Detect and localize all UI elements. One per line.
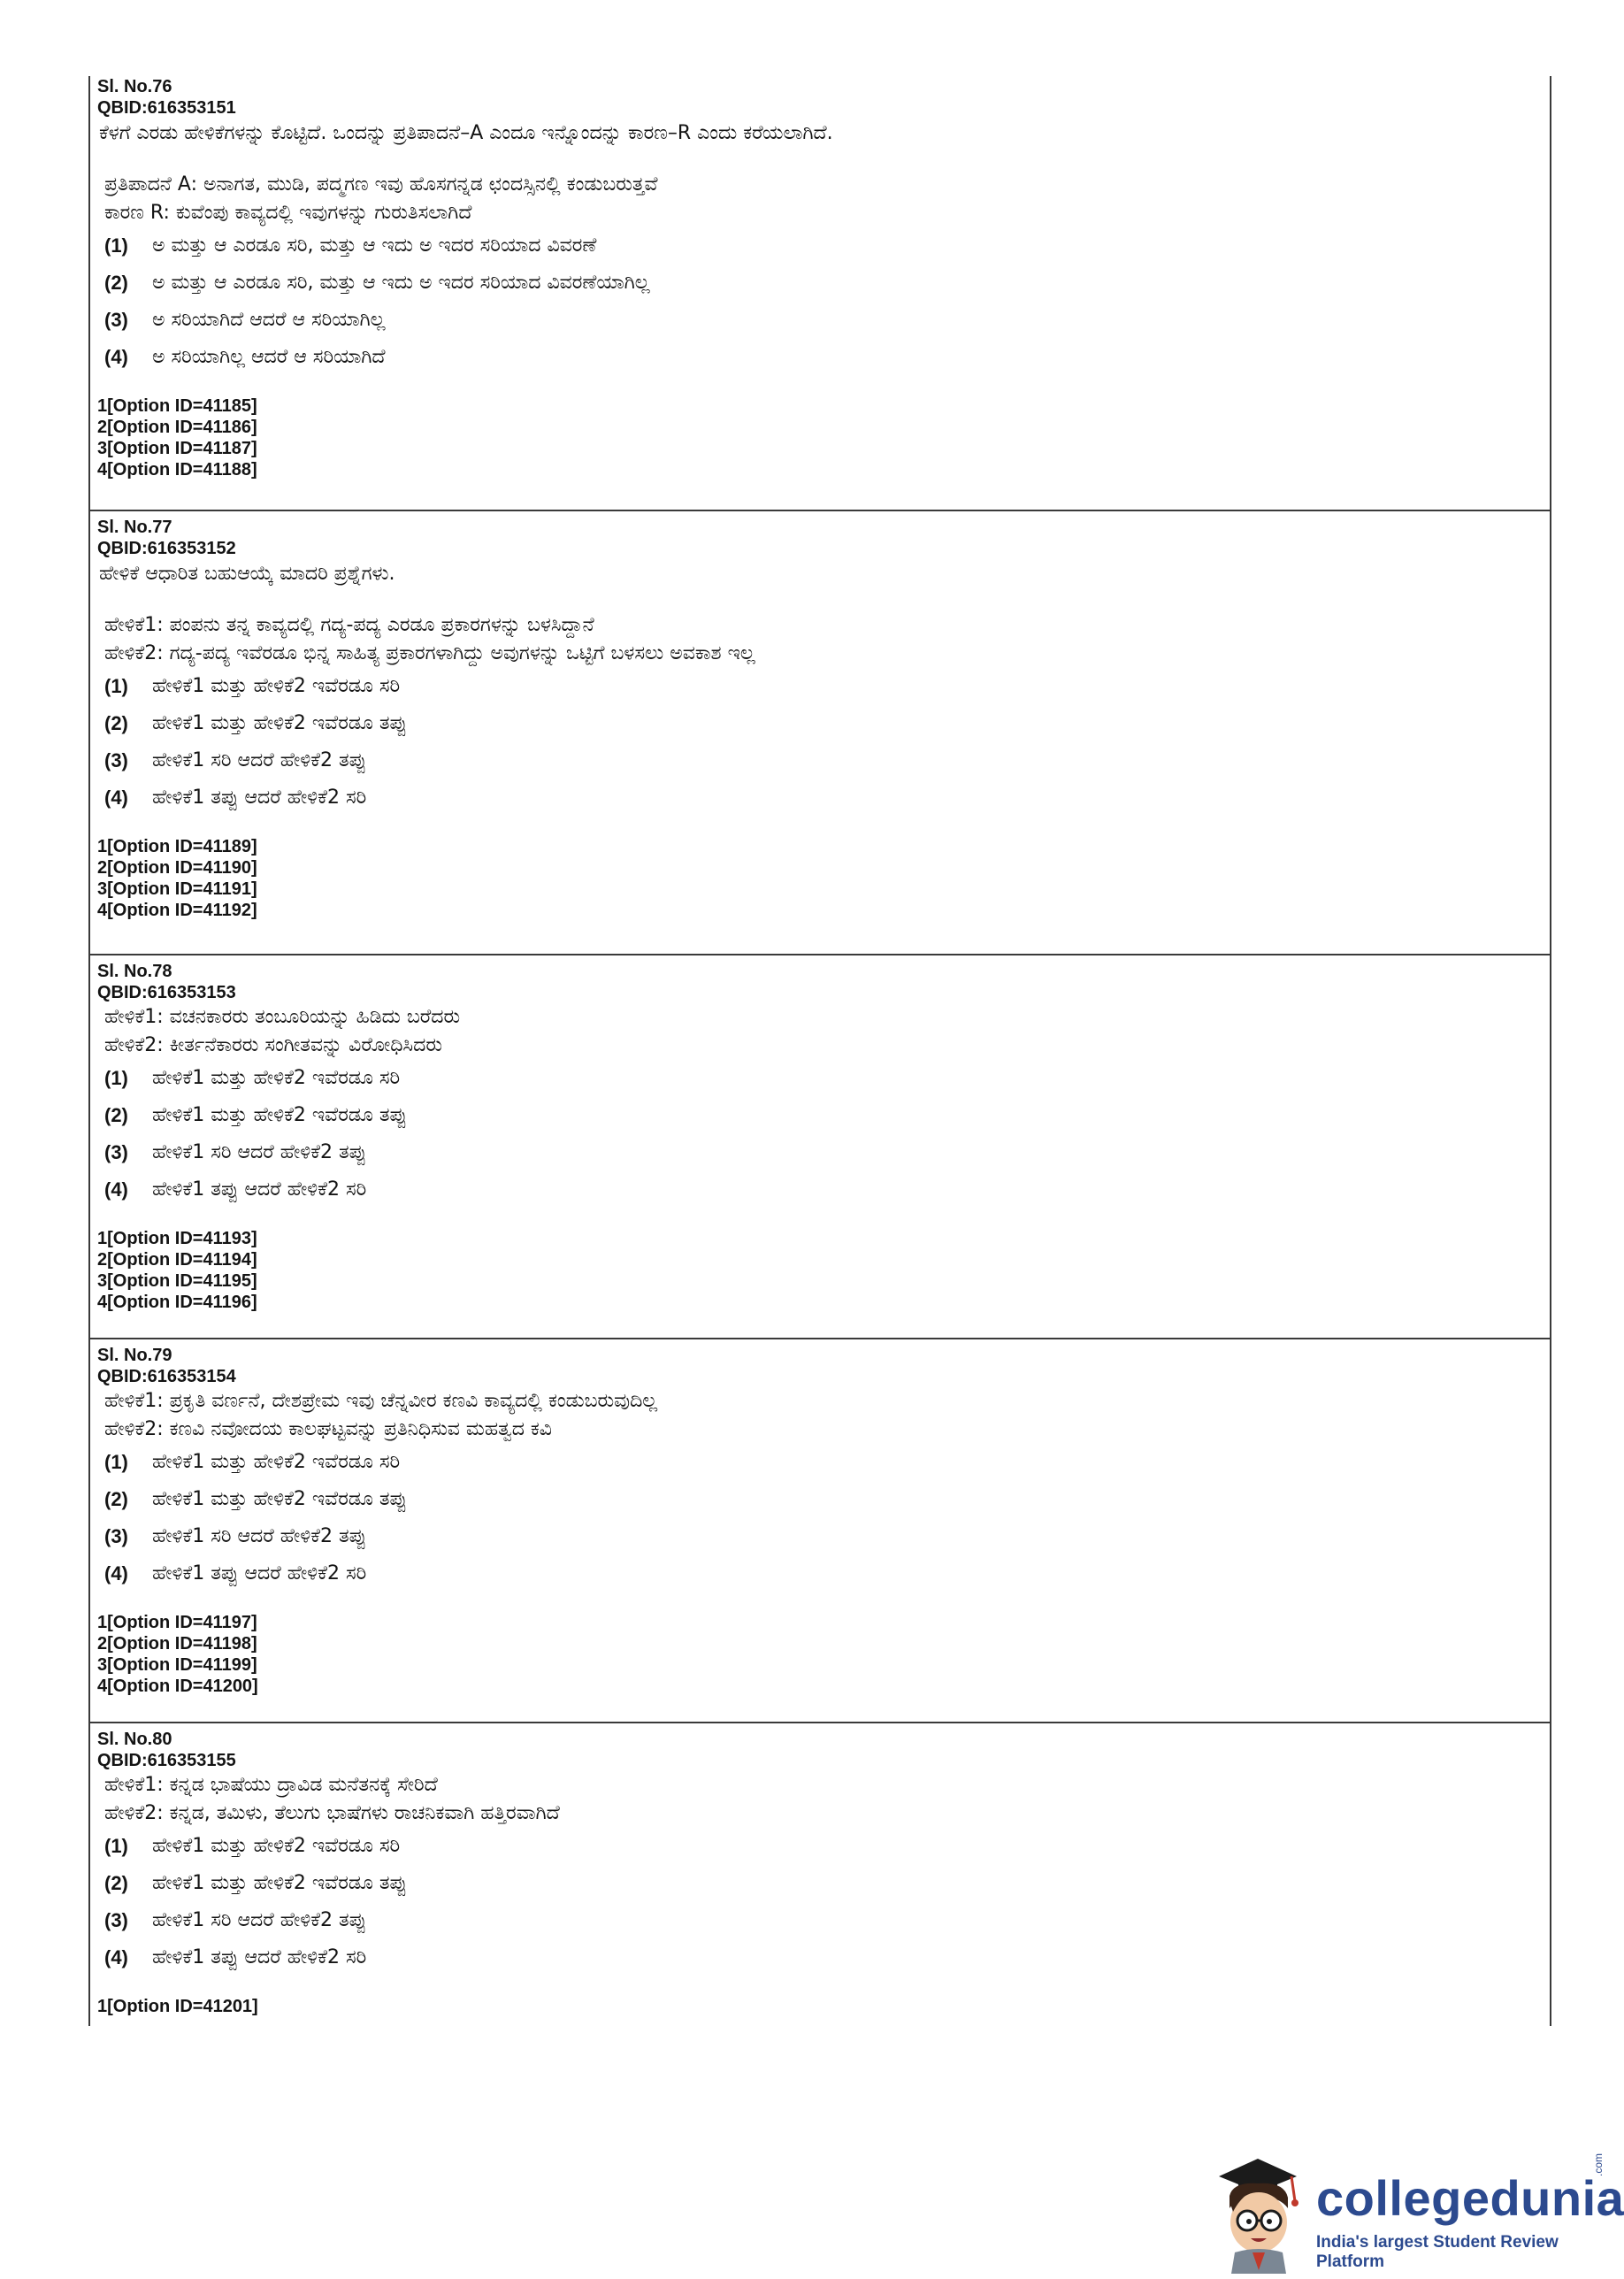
option-number: (1) [104, 1451, 128, 1473]
option-text: ಹೇಳಿಕೆ1 ಮತ್ತು ಹೇಳಿಕೆ2 ಇವೆರಡೂ ತಪ್ಪು [152, 1488, 408, 1510]
logo-wordmark: collegedunia [1316, 2170, 1624, 2226]
option-text: ಹೇಳಿಕೆ1 ತಪ್ಪು ಆದರೆ ಹೇಳಿಕೆ2 ಸರಿ [152, 1562, 367, 1585]
statement: ಹೇಳಿಕೆ1: ಪಂಪನು ತನ್ನ ಕಾವ್ಯದಲ್ಲಿ ಗದ್ಯ-ಪದ್ಯ ಎರಡೂ ಪ್ರಕಾರಗಳನ್ನು ಬಳಸಿದ್ದಾನೆ [104, 614, 594, 636]
option-text: ಹೇಳಿಕೆ1 ತಪ್ಪು ಆದರೆ ಹೇಳಿಕೆ2 ಸರಿ [152, 1178, 367, 1201]
option-number: (2) [104, 1872, 128, 1894]
option-text: ಅ ಮತ್ತು ಆ ಎರಡೂ ಸರಿ, ಮತ್ತು ಆ ಇದು ಅ ಇದರ ಸರಿಯಾದ ವಿವರಣೆಯಾಗಿಲ್ಲ [152, 272, 650, 294]
question-intro: ಕೆಳಗೆ ಎರಡು ಹೇಳಿಕೆಗಳನ್ನು ಕೊಟ್ಟಿದೆ. ಒಂದನ್ನು ಪ್ರತಿಪಾದನೆ–A ಎಂದೂ ಇನ್ನೊಂದನ್ನು ಕಾರಣ–R ಎಂದು ಕರೆಯಲಾಗಿದೆ. [99, 122, 833, 144]
option-text: ಹೇಳಿಕೆ1 ಸರಿ ಆದರೆ ಹೇಳಿಕೆ2 ತಪ್ಪು [152, 1525, 367, 1547]
option-number: (1) [104, 234, 128, 257]
option-text: ಹೇಳಿಕೆ1 ಮತ್ತು ಹೇಳಿಕೆ2 ಇವೆರಡೂ ತಪ್ಪು [152, 1104, 408, 1126]
option-number: (4) [104, 787, 128, 809]
option-number: (2) [104, 1104, 128, 1126]
option-id: 1[Option ID=41185] [97, 396, 257, 416]
option-number: (3) [104, 1141, 128, 1163]
answer-option [97, 1939, 1550, 1976]
serial-number: Sl. No.79 [97, 1346, 172, 1365]
answer-option [97, 1828, 1550, 1865]
option-id: 3[Option ID=41187] [97, 439, 257, 458]
option-text: ಹೇಳಿಕೆ1 ಮತ್ತು ಹೇಳಿಕೆ2 ಇವೆರಡೂ ತಪ್ಪು [152, 1872, 408, 1894]
option-number: (3) [104, 309, 128, 331]
option-id: 3[Option ID=41199] [97, 1655, 257, 1675]
option-number: (3) [104, 1909, 128, 1931]
option-id-list [97, 1996, 1550, 2017]
option-id: 4[Option ID=41192] [97, 901, 257, 920]
option-id-list [97, 395, 1550, 480]
answer-option [97, 227, 1550, 265]
question-intro: ಹೇಳಿಕೆ ಆಧಾರಿತ ಬಹುಆಯ್ಕೆ ಮಾದರಿ ಪ್ರಶ್ನೆಗಳು. [99, 563, 395, 585]
statement: ಹೇಳಿಕೆ1: ವಚನಕಾರರು ತಂಬೂರಿಯನ್ನು ಹಿಡಿದು ಬರೆದರು [104, 1006, 461, 1028]
answer-option [97, 1134, 1550, 1171]
answer-option [97, 265, 1550, 302]
serial-number: Sl. No.78 [97, 962, 172, 981]
answer-option [97, 339, 1550, 376]
option-id-list [97, 1228, 1550, 1313]
qbid: QBID:616353154 [97, 1367, 236, 1386]
option-number: (4) [104, 1946, 128, 1968]
option-id: 1[Option ID=41197] [97, 1613, 257, 1632]
answer-option [97, 1555, 1550, 1592]
answer-option [97, 1097, 1550, 1134]
option-text: ಹೇಳಿಕೆ1 ಸರಿ ಆದರೆ ಹೇಳಿಕೆ2 ತಪ್ಪು [152, 749, 367, 771]
option-number: (2) [104, 712, 128, 734]
qbid: QBID:616353151 [97, 98, 236, 118]
option-text: ಹೇಳಿಕೆ1 ಮತ್ತು ಹೇಳಿಕೆ2 ಇವೆರಡೂ ತಪ್ಪು [152, 712, 408, 734]
option-text: ಅ ಸರಿಯಾಗಿಲ್ಲ ಆದರೆ ಆ ಸರಿಯಾಗಿದೆ [152, 346, 386, 368]
option-text: ಹೇಳಿಕೆ1 ತಪ್ಪು ಆದರೆ ಹೇಳಿಕೆ2 ಸರಿ [152, 1946, 367, 1968]
statement: ಹೇಳಿಕೆ2: ಕಣವಿ ನವೋದಯ ಕಾಲಘಟ್ಟವನ್ನು ಪ್ರತಿನಿಧಿಸುವ ಮಹತ್ವದ ಕವಿ [104, 1418, 552, 1440]
option-number: (1) [104, 1835, 128, 1857]
collegedunia-logo[interactable] [1203, 2150, 1624, 2274]
option-text: ಹೇಳಿಕೆ1 ತಪ್ಪು ಆದರೆ ಹೇಳಿಕೆ2 ಸರಿ [152, 787, 367, 809]
logo-domain: .com [1592, 2152, 1605, 2176]
option-id: 2[Option ID=41190] [97, 858, 257, 878]
option-text: ಹೇಳಿಕೆ1 ಮತ್ತು ಹೇಳಿಕೆ2 ಇವೆರಡೂ ಸರಿ [152, 1835, 401, 1857]
option-number: (2) [104, 1488, 128, 1510]
serial-number: Sl. No.80 [97, 1730, 172, 1749]
option-id: 4[Option ID=41200] [97, 1677, 258, 1696]
option-text: ಹೇಳಿಕೆ1 ಸರಿ ಆದರೆ ಹೇಳಿಕೆ2 ತಪ್ಪು [152, 1909, 367, 1931]
answer-option [97, 302, 1550, 339]
serial-number: Sl. No.76 [97, 77, 172, 96]
answer-option [97, 1481, 1550, 1518]
option-text: ಅ ಸರಿಯಾಗಿದೆ ಆದರೆ ಆ ಸರಿಯಾಗಿಲ್ಲ [152, 309, 386, 331]
serial-number: Sl. No.77 [97, 518, 172, 537]
option-id: 2[Option ID=41186] [97, 418, 257, 437]
option-id: 2[Option ID=41198] [97, 1634, 257, 1654]
answer-option [97, 779, 1550, 817]
answer-option [97, 1518, 1550, 1555]
option-text: ಹೇಳಿಕೆ1 ಸರಿ ಆದರೆ ಹೇಳಿಕೆ2 ತಪ್ಪು [152, 1141, 367, 1163]
answer-option [97, 1171, 1550, 1209]
option-id: 1[Option ID=41189] [97, 837, 257, 856]
statement: ಹೇಳಿಕೆ1: ಪ್ರಕೃತಿ ವರ್ಣನೆ, ದೇಶಪ್ರೇಮ ಇವು ಚೆನ್ನವೀರ ಕಣವಿ ಕಾವ್ಯದಲ್ಲಿ ಕಂಡುಬರುವುದಿಲ್ಲ [104, 1390, 658, 1412]
option-number: (1) [104, 675, 128, 697]
answer-option [97, 668, 1550, 705]
option-number: (4) [104, 1178, 128, 1201]
question-sheet [88, 76, 1551, 2026]
qbid: QBID:616353155 [97, 1751, 236, 1770]
option-number: (4) [104, 1562, 128, 1585]
answer-option [97, 742, 1550, 779]
option-id-list [97, 1612, 1550, 1697]
option-id: 4[Option ID=41188] [97, 460, 257, 480]
student-mascot-icon [1203, 2150, 1313, 2274]
option-text: ಹೇಳಿಕೆ1 ಮತ್ತು ಹೇಳಿಕೆ2 ಇವೆರಡೂ ಸರಿ [152, 1451, 401, 1473]
option-text: ಹೇಳಿಕೆ1 ಮತ್ತು ಹೇಳಿಕೆ2 ಇವೆರಡೂ ಸರಿ [152, 1067, 401, 1089]
option-id: 4[Option ID=41196] [97, 1293, 257, 1312]
answer-option [97, 1444, 1550, 1481]
option-number: (3) [104, 1525, 128, 1547]
logo-tagline: India's largest Student Review Platform [1316, 2233, 1559, 2271]
option-number: (4) [104, 346, 128, 368]
option-id: 2[Option ID=41194] [97, 1250, 257, 1270]
statement: ಹೇಳಿಕೆ2: ಗದ್ಯ-ಪದ್ಯ ಇವೆರಡೂ ಭಿನ್ನ ಸಾಹಿತ್ಯ ಪ್ರಕಾರಗಳಾಗಿದ್ದು ಅವುಗಳನ್ನು ಒಟ್ಟಿಗೆ ಬಳಸಲು ಅವಕಾಶ ಇಲ್ಲ [104, 642, 755, 664]
answer-option [97, 1060, 1550, 1097]
statement: ಕಾರಣ R: ಕುವೆಂಪು ಕಾವ್ಯದಲ್ಲಿ ಇವುಗಳನ್ನು ಗುರುತಿಸಲಾಗಿದೆ [104, 202, 472, 224]
answer-option [97, 1902, 1550, 1939]
option-id: 1[Option ID=41193] [97, 1229, 257, 1248]
option-number: (2) [104, 272, 128, 294]
option-id: 3[Option ID=41191] [97, 879, 257, 899]
answer-option [97, 705, 1550, 742]
option-text: ಹೇಳಿಕೆ1 ಮತ್ತು ಹೇಳಿಕೆ2 ಇವೆರಡೂ ಸರಿ [152, 675, 401, 697]
question-block [90, 961, 1550, 1339]
statement: ಹೇಳಿಕೆ2: ಕೀರ್ತನೆಕಾರರು ಸಂಗೀತವನ್ನು ವಿರೋಧಿಸಿದರು [104, 1034, 442, 1056]
answer-option [97, 1865, 1550, 1902]
question-block [90, 517, 1550, 955]
qbid: QBID:616353153 [97, 983, 236, 1002]
option-text: ಅ ಮತ್ತು ಆ ಎರಡೂ ಸರಿ, ಮತ್ತು ಆ ಇದು ಅ ಇದರ ಸರಿಯಾದ ವಿವರಣೆ [152, 234, 597, 257]
statement: ಪ್ರತಿಪಾದನೆ A: ಅನಾಗತ, ಮುಡಿ, ಪದ್ಮಗಣ ಇವು ಹೊಸಗನ್ನಡ ಛಂದಸ್ಸಿನಲ್ಲಿ ಕಂಡುಬರುತ್ತವೆ [104, 173, 658, 196]
statement: ಹೇಳಿಕೆ1: ಕನ್ನಡ ಭಾಷೆಯು ದ್ರಾವಿಡ ಮನೆತನಕ್ಕೆ ಸೇರಿದೆ [104, 1774, 438, 1796]
option-id: 3[Option ID=41195] [97, 1271, 257, 1291]
option-id: 1[Option ID=41201] [97, 1997, 258, 2016]
option-id-list [97, 836, 1550, 921]
question-block [90, 76, 1550, 511]
statement: ಹೇಳಿಕೆ2: ಕನ್ನಡ, ತಮಿಳು, ತೆಲುಗು ಭಾಷೆಗಳು ರಾಚನಿಕವಾಗಿ ಹತ್ತಿರವಾಗಿದೆ [104, 1802, 560, 1824]
question-block [90, 1729, 1550, 2047]
option-number: (3) [104, 749, 128, 771]
question-block [90, 1345, 1550, 1723]
qbid: QBID:616353152 [97, 539, 236, 558]
option-number: (1) [104, 1067, 128, 1089]
